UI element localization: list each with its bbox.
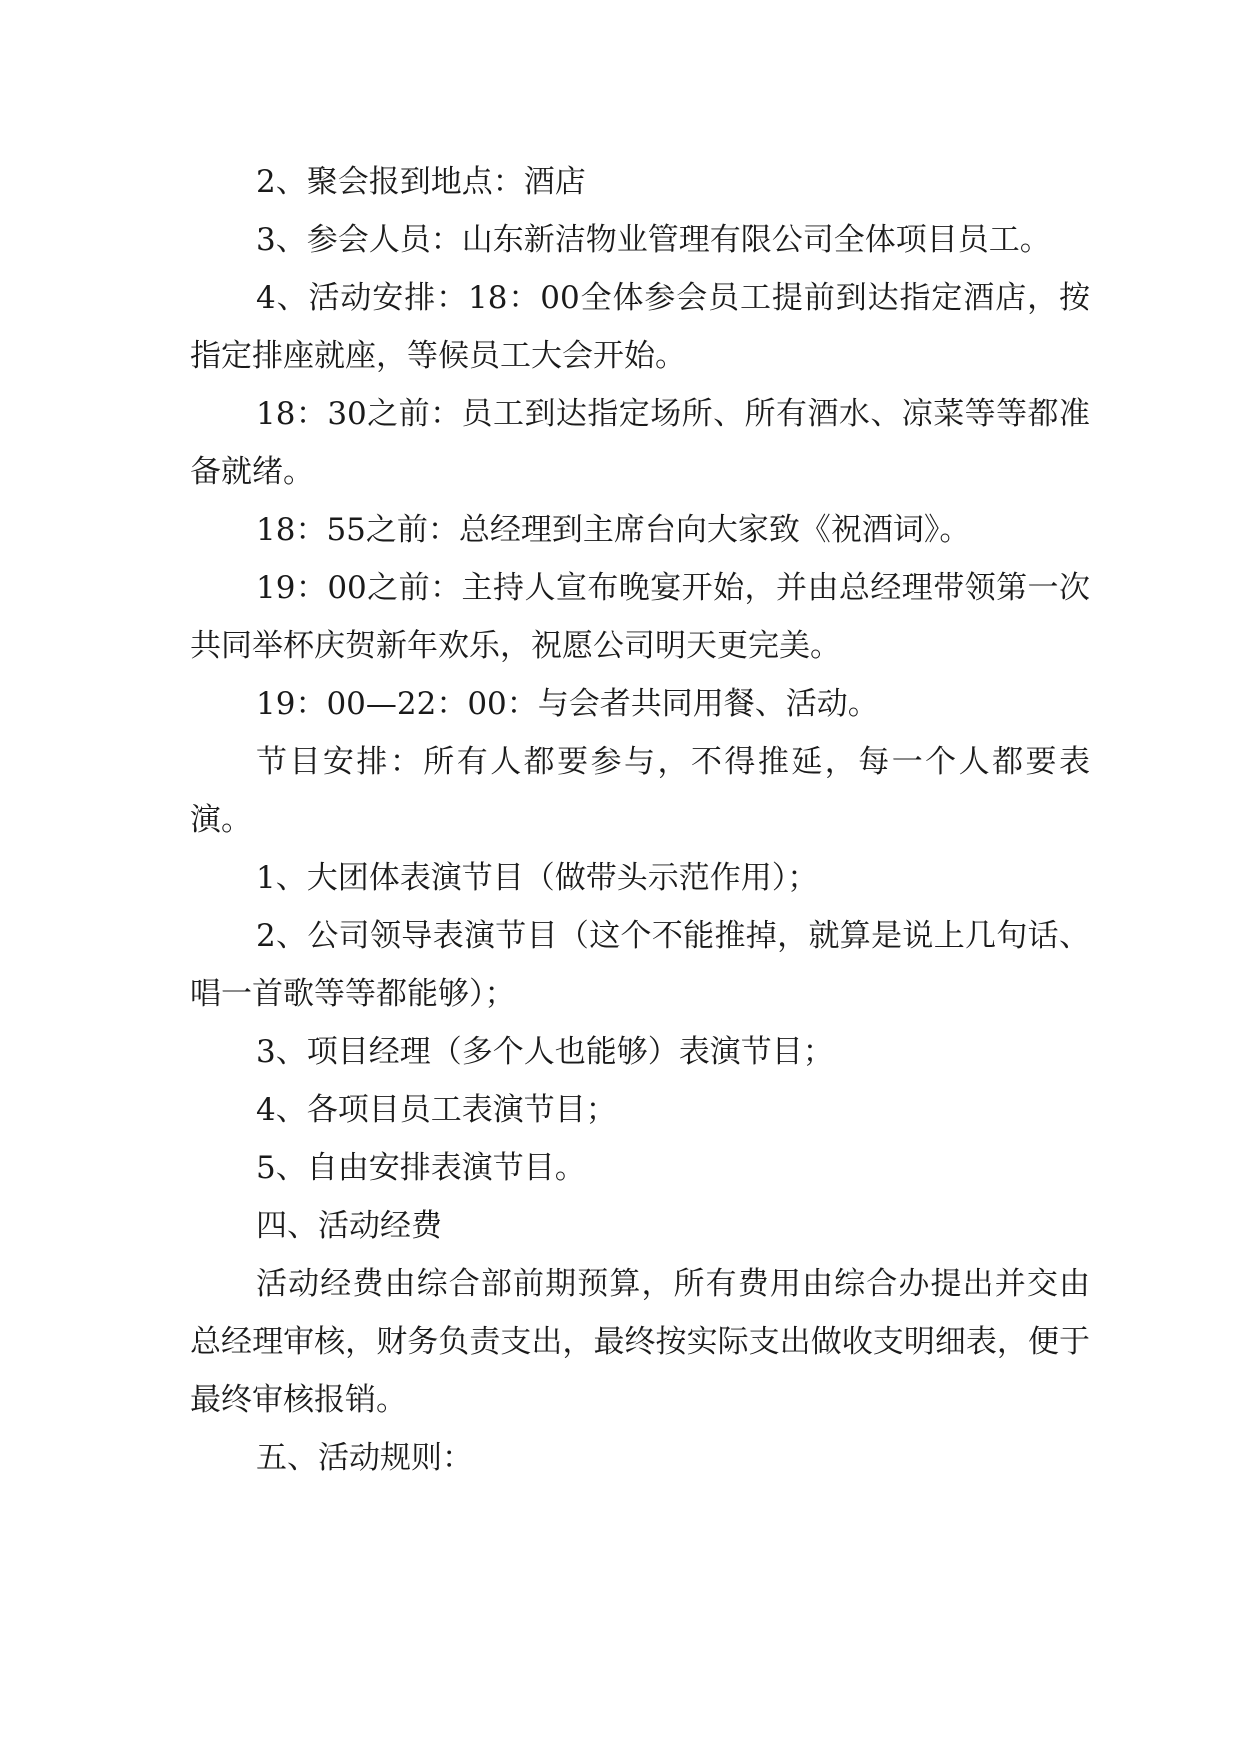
paragraph-program-3: 3、项目经理（多个人也能够）表演节目； xyxy=(256,1034,834,1070)
paragraph-program-1: 1、大团体表演节目（做带头示范作用）； xyxy=(256,860,819,896)
paragraph-1900-2200: 19：00—22：00：与会者共同用餐、活动。 xyxy=(256,686,879,722)
paragraph-program-5: 5、自由安排表演节目。 xyxy=(256,1150,586,1186)
paragraph-1855: 18：55之前：总经理到主席台向大家致《祝酒词》。 xyxy=(256,512,971,548)
section-heading-budget: 四、活动经费 xyxy=(256,1208,442,1244)
paragraph-program-2: 2、公司领导表演节目（这个不能推掉，就算是说上几句话、唱一首歌等等都能够）； xyxy=(190,918,1090,1012)
paragraph-budget: 活动经费由综合部前期预算，所有费用由综合办提出并交由总经理审核，财务负责支出，最终按实际支出做收支明细表，便于最终审核报销。 xyxy=(190,1266,1090,1418)
paragraph-venue: 2、聚会报到地点：酒店 xyxy=(256,164,586,200)
paragraph-program-arrangement: 节目安排：所有人都要参与，不得推延，每一个人都要表演。 xyxy=(190,744,1090,838)
section-heading-rules: 五、活动规则： xyxy=(256,1440,473,1476)
paragraph-program-4: 4、各项目员工表演节目； xyxy=(256,1092,617,1128)
paragraph-1900: 19：00之前：主持人宣布晚宴开始，并由总经理带领第一次共同举杯庆贺新年欢乐，祝愿公司明天更完美。 xyxy=(190,570,1090,664)
paragraph-attendees: 3、参会人员：山东新洁物业管理有限公司全体项目员工。 xyxy=(256,222,1051,258)
paragraph-1830: 18：30之前：员工到达指定场所、所有酒水、凉菜等等都准备就绪。 xyxy=(190,396,1090,490)
paragraph-schedule: 4、活动安排：18：00全体参会员工提前到达指定酒店，按指定排座就座，等候员工大会开始。 xyxy=(190,280,1090,374)
document-body xyxy=(190,153,1090,1487)
